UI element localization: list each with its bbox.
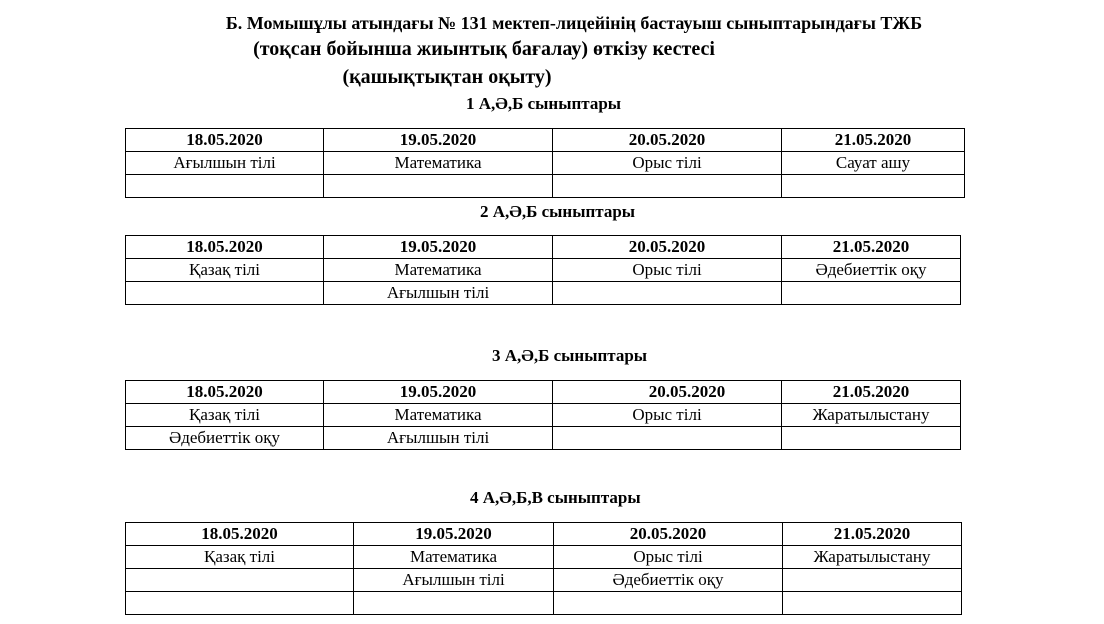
subject-cell: Орыс тілі xyxy=(553,259,782,282)
subject-cell: Орыс тілі xyxy=(554,546,783,569)
subject-cell xyxy=(126,282,324,305)
table-row xyxy=(126,282,961,305)
date-cell: 21.05.2020 xyxy=(782,129,965,152)
date-cell: 20.05.2020 xyxy=(553,129,782,152)
schedule-table-grade-4 xyxy=(125,522,962,615)
table-row xyxy=(126,592,962,615)
subject-cell: Орыс тілі xyxy=(553,404,782,427)
date-cell: 18.05.2020 xyxy=(126,129,324,152)
table-row xyxy=(126,152,965,175)
table-row xyxy=(126,427,961,450)
subject-cell: Жаратылыстану xyxy=(782,404,961,427)
table-row xyxy=(126,404,961,427)
subject-cell: Сауат ашу xyxy=(782,152,965,175)
table-row xyxy=(126,569,962,592)
table-row xyxy=(126,175,965,198)
document-title-line-1: Б. Момышұлы атындағы № 131 мектеп-лицейінің бастауыш сыныптарындағы ТЖБ xyxy=(225,13,923,33)
table-row xyxy=(126,546,962,569)
schedule-table-grade-2 xyxy=(125,235,961,305)
subject-cell xyxy=(553,175,782,198)
schedule-table-grade-1 xyxy=(125,128,965,198)
date-cell: 18.05.2020 xyxy=(126,523,354,546)
table-row xyxy=(126,259,961,282)
subject-cell xyxy=(554,592,783,615)
section-heading-grade-2: 2 А,Ә,Б сыныптары xyxy=(480,202,636,221)
date-cell: 19.05.2020 xyxy=(324,129,553,152)
subject-cell xyxy=(553,427,782,450)
subject-cell: Ағылшын тілі xyxy=(324,427,553,450)
document-title-line-3: (қашықтықтан оқыту) xyxy=(342,66,552,88)
document-title-line-2: (тоқсан бойынша жиынтық бағалау) өткізу кестесі xyxy=(253,38,715,60)
subject-cell xyxy=(782,175,965,198)
subject-cell: Орыс тілі xyxy=(553,152,782,175)
subject-cell: Әдебиеттік оқу xyxy=(126,427,324,450)
subject-cell: Математика xyxy=(354,546,554,569)
subject-cell xyxy=(126,569,354,592)
date-cell: 19.05.2020 xyxy=(324,381,553,404)
section-heading-grade-1: 1 А,Ә,Б сыныптары xyxy=(466,94,622,113)
date-cell: 18.05.2020 xyxy=(126,381,324,404)
table-header-row xyxy=(126,236,961,259)
subject-cell xyxy=(324,175,553,198)
subject-cell xyxy=(126,175,324,198)
subject-cell: Қазақ тілі xyxy=(126,404,324,427)
subject-cell: Ағылшын тілі xyxy=(324,282,553,305)
date-cell: 21.05.2020 xyxy=(782,236,961,259)
subject-cell xyxy=(354,592,554,615)
subject-cell: Әдебиеттік оқу xyxy=(782,259,961,282)
subject-cell: Қазақ тілі xyxy=(126,546,354,569)
table-header-row xyxy=(126,381,961,404)
section-heading-grade-4: 4 А,Ә,Б,В сыныптары xyxy=(470,488,641,507)
date-cell: 21.05.2020 xyxy=(782,381,961,404)
section-heading-grade-3: 3 А,Ә,Б сыныптары xyxy=(492,346,648,365)
subject-cell xyxy=(782,427,961,450)
date-cell: 20.05.2020 xyxy=(553,236,782,259)
table-header-row xyxy=(126,523,962,546)
date-cell: 20.05.2020 xyxy=(554,523,783,546)
subject-cell xyxy=(783,569,962,592)
subject-cell xyxy=(783,592,962,615)
subject-cell: Математика xyxy=(324,259,553,282)
table-header-row xyxy=(126,129,965,152)
date-cell: 19.05.2020 xyxy=(354,523,554,546)
subject-cell: Қазақ тілі xyxy=(126,259,324,282)
subject-cell: Математика xyxy=(324,152,553,175)
date-cell: 18.05.2020 xyxy=(126,236,324,259)
subject-cell xyxy=(553,282,782,305)
date-cell: 19.05.2020 xyxy=(324,236,553,259)
subject-cell: Ағылшын тілі xyxy=(126,152,324,175)
date-cell: 20.05.2020 xyxy=(553,381,782,404)
subject-cell: Математика xyxy=(324,404,553,427)
subject-cell xyxy=(782,282,961,305)
subject-cell: Ағылшын тілі xyxy=(354,569,554,592)
subject-cell: Жаратылыстану xyxy=(783,546,962,569)
schedule-table-grade-3 xyxy=(125,380,961,450)
subject-cell: Әдебиеттік оқу xyxy=(554,569,783,592)
subject-cell xyxy=(126,592,354,615)
date-cell: 21.05.2020 xyxy=(783,523,962,546)
